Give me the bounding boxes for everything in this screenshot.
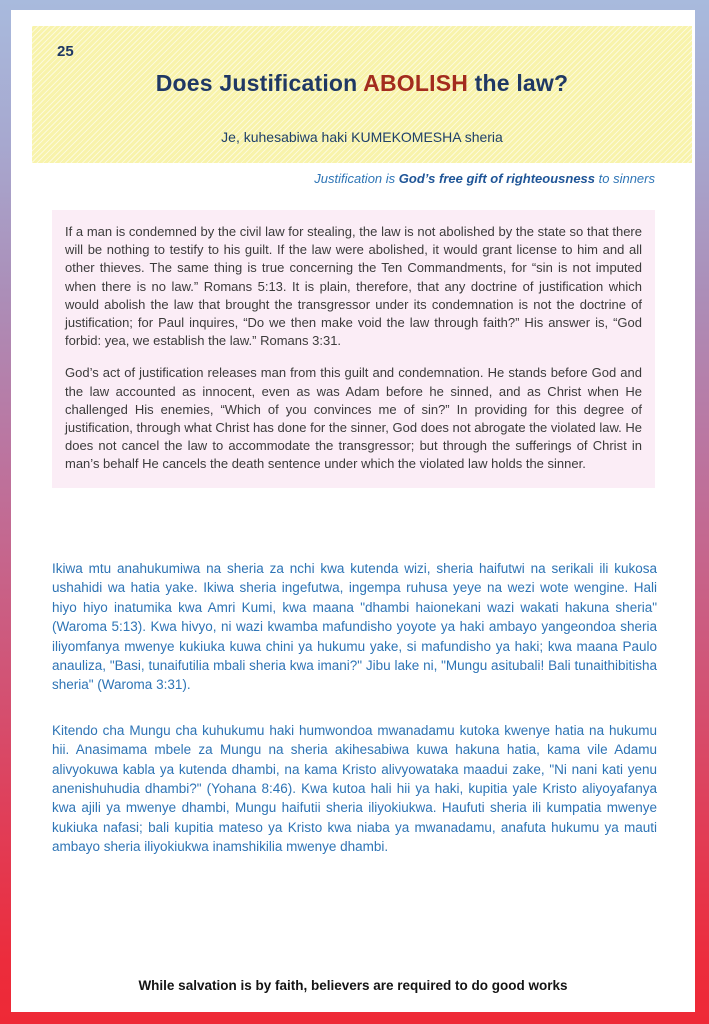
footer-statement: While salvation is by faith, believers are required to do good works [138,978,568,993]
swahili-paragraph: Ikiwa mtu anahukumiwa na sheria za nchi kwa kutenda wizi, sheria haifutwi na serikali ili kukosa ushahidi wa hatia yake. Ikiwa sheria ingefutwa, ingempa ruhusa yeye na wezi wote wengine. Hali hiyo hiyo inatumika kwa Amri Kumi, kwa maana "dhambi haionekani wazi wakati hakuna sheria" (Waroma 5:13). Kwa hivyo, ni wazi kwamba mafundisho yoyote ya haki ambayo yangeondoa sheria iliyomfanya mwenye kukiuka kuwa chini ya hukumu yake, si mafundisho ya haki; kwa maana Paulo anauliza, "Basi, tunaifutilia mbali sheria kwa imani?" Jibu lake ni, "Mungu asitubali! Bali tunaithibitisha sheria" (Waroma 3:31). [52,561,657,693]
title-highlight: ABOLISH [363,70,469,96]
page-subtitle: Je, kuhesabiwa haki KUMEKOMESHA sheria [221,129,503,145]
tagline-tail: to sinners [595,171,655,186]
title-part1: Does Justification [155,70,364,96]
tagline-lead: Justification is [314,171,399,186]
swahili-paragraph: Kitendo cha Mungu cha kuhukumu haki humwondoa mwanadamu kutoka kwenye hatia na hukumu hii. Anasimama mbele za Mungu na sheria akihesabiwa kuwa hakuna hatia, kama vile Adamu alivyokuwa kabla ya kutenda dhambi, na kama Kristo alivyowataka maadui zake, "Ni nani kati yenu anenishuhudia dhambi?" (Yohana 8:46). Kwa kutoa hali hii ya haki, kupitia yale Kristo aliyoyafanya kwa ajili ya mwenye dhambi, Mungu haifutii sheria iliyokiukwa. Haufuti sheria ili kumpatia mwenye kukiuka nafasi; bali kupitia mateso ya Kristo kwa niaba ya mwanadamu, anafuta hukumu ya mauti ambayo sheria iliyokiukwa inamshikilia mwenye dhambi. [52,722,657,855]
english-text-box [52,210,655,488]
english-paragraph: If a man is condemned by the civil law for stealing, the law is not abolished by the state so that there will be nothing to testify to his guilt. If the law were abolished, it would grant license to him and all other thieves. The same thing is true concerning the Ten Commandments, for “sin is not imputed when there is no law.” Romans 5:13. It is plain, therefore, that any doctrine of justification which would abolish the law that brought the transgressor under its condemnation is not the doctrine of justification; for Paul inquires, “Do we then make void the law through faith?” His answer is, “God forbid: yea, we establish the law.” Romans 3:31. [65,224,642,349]
page-title [32,70,692,97]
header-band [32,26,692,163]
swahili-text-section [52,559,657,857]
tagline [11,171,655,186]
english-paragraph: God’s act of justification releases man from this guilt and condemnation. He stands before God and the law accounted as innocent, even as was Adam before he sinned, and as Christ when He challenged His enemies, “Which of you convinces me of sin?” In providing for this degree of justification, through what Christ has done for the sinner, God does not abrogate the violated law. He does not cancel the law to accommodate the transgressor; but through the sufferings of Christ in man’s behalf He cancels the death sentence under which the violated law holds the sinner. [65,365,642,472]
tagline-emphasis: God’s free gift of righteousness [398,171,596,186]
page-number: 25 [57,43,74,60]
document-page [11,10,695,1012]
title-part2: the law? [468,70,569,96]
